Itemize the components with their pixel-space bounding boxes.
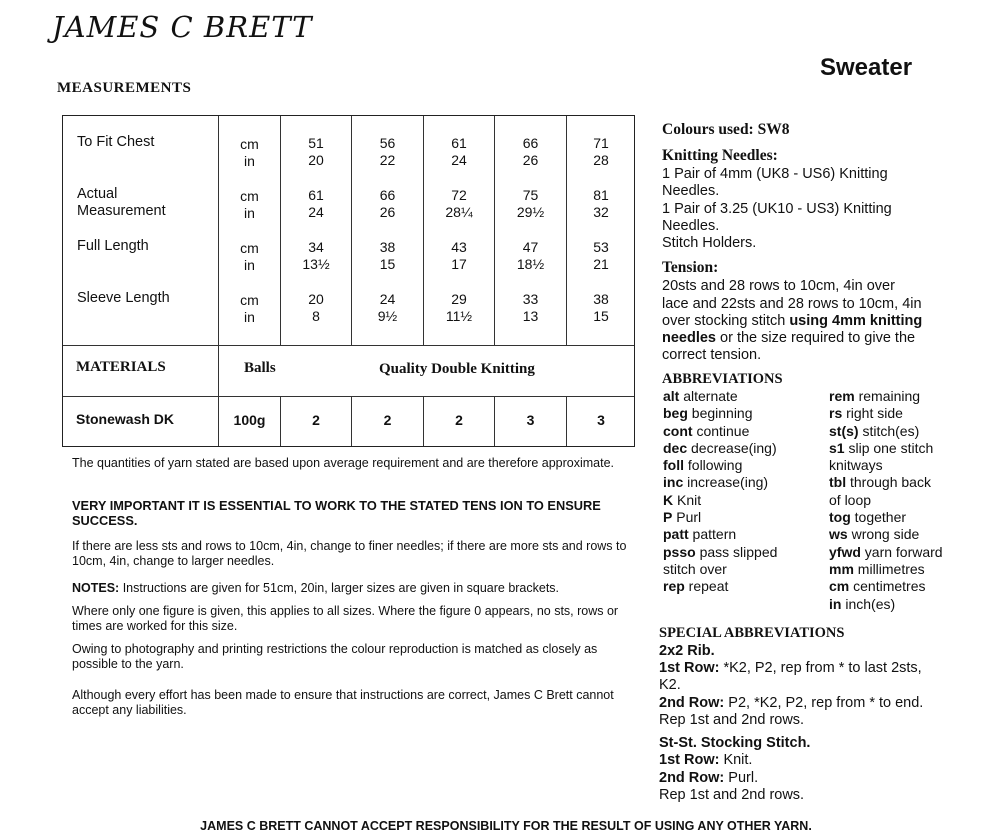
needles-line: 1 Pair of 3.25 (UK10 - US3) Knitting — [662, 201, 892, 217]
value-cell: 11½ — [445, 308, 473, 324]
value-cell: 15 — [379, 256, 396, 272]
value-cell: 26 — [379, 204, 396, 220]
abbrev-item: ws wrong side — [829, 526, 920, 543]
yarn-name: Stonewash DK — [76, 411, 175, 427]
abbrev-item: of loop — [829, 491, 872, 508]
yarn-weight: 100g — [233, 412, 266, 428]
note-liability: Although every effort has been made to ensure that instructions are correct, James C Brett cannot accept any liabilities. — [72, 688, 614, 717]
tension-bold: using 4mm knitting — [789, 313, 923, 329]
abbrev-item: rep repeat — [663, 578, 729, 595]
value-cell: 51 — [308, 135, 324, 151]
stocking-stitch-heading: St-St. Stocking Stitch. — [659, 735, 811, 751]
rib-row1: 1st Row: *K2, P2, rep from * to last 2sts, — [659, 660, 922, 676]
tension-bold: needles — [662, 330, 716, 346]
rib-row1-cont: K2. — [659, 677, 681, 693]
value-cell: 20 — [308, 291, 324, 307]
value-cell: 75 — [522, 187, 539, 203]
tension-heading: Tension: — [662, 259, 719, 276]
abbrev-item: K Knit — [663, 491, 702, 508]
value-cell: 61 — [308, 187, 324, 203]
abbrev-item: rs right side — [829, 405, 903, 422]
abbrev-item: foll following — [663, 457, 743, 474]
note-photography: Owing to photography and printing restrictions the colour reproduction is matched as closely as possible to the yarn. — [72, 642, 598, 671]
st-row2: 2nd Row: Purl. — [659, 770, 759, 786]
st-row1: 1st Row: Knit. — [659, 752, 753, 768]
value-cell: 34 — [308, 239, 324, 255]
tension-line: lace and 22sts and 28 rows to 10cm, 4in — [662, 296, 922, 312]
value-cell: 22 — [379, 152, 396, 168]
needles-heading: Knitting Needles: — [662, 147, 778, 164]
needles-line: 1 Pair of 4mm (UK8 - US6) Knitting — [662, 166, 888, 182]
abbrev-item: yfwd yarn forward — [829, 543, 943, 560]
abbrev-item: tog together — [829, 509, 907, 526]
abbrev-item: mm millimetres — [829, 560, 925, 577]
value-cell: 20 — [308, 152, 324, 168]
value-cell: 21 — [593, 256, 609, 272]
note-one-figure: Where only one figure is given, this applies to all sizes. Where the figure 0 appears, no sts, rows or times are worked for this size. — [72, 604, 619, 633]
value-cell: 17 — [451, 256, 467, 272]
value-cell: 13½ — [302, 256, 330, 272]
abbrev-item: inc increase(ing) — [663, 474, 769, 491]
abbrev-item: st(s) stitch(es) — [829, 422, 920, 439]
st-repeat: Rep 1st and 2nd rows. — [659, 787, 805, 803]
needles-line: Needles. — [662, 183, 720, 199]
value-cell: 8 — [312, 308, 320, 324]
materials-label: MATERIALS — [76, 359, 166, 375]
value-cell: 24 — [451, 152, 467, 168]
unit-cm: cm — [240, 188, 259, 204]
abbrev-item: stitch over — [663, 560, 727, 577]
unit-in: in — [244, 153, 255, 169]
needles-line: Needles. — [662, 218, 720, 234]
unit-in: in — [244, 309, 255, 325]
row-label-chest: To Fit Chest — [77, 134, 155, 150]
rib-row2: 2nd Row: P2, *K2, P2, rep from * to end. — [659, 695, 924, 711]
tension-line — [662, 313, 922, 330]
value-cell: 33 — [522, 291, 539, 307]
abbrev-item: tbl through back — [829, 474, 931, 491]
abbreviations-list-right — [829, 388, 943, 613]
abbrev-item: alt alternate — [663, 388, 738, 404]
abbrev-item: beg beginning — [663, 405, 753, 422]
unit-in: in — [244, 257, 255, 273]
value-cell: 13 — [522, 308, 539, 324]
value-cell: 66 — [379, 187, 396, 203]
unit-cm: cm — [240, 292, 259, 308]
abbrev-item: s1 slip one stitch — [829, 439, 934, 456]
abbrev-item: P Purl — [663, 509, 702, 526]
value-cell: 28 — [593, 152, 609, 168]
unit-cm: cm — [240, 240, 259, 256]
yarn-balls-cell: 2 — [455, 412, 463, 428]
abbrev-item: dec decrease(ing) — [663, 439, 777, 456]
value-cell: 61 — [451, 135, 467, 151]
abbrev-item: patt pattern — [663, 526, 737, 543]
value-cell: 18½ — [516, 256, 545, 272]
value-cell: 9½ — [377, 308, 398, 324]
rib-repeat: Rep 1st and 2nd rows. — [659, 712, 805, 728]
yarn-balls-cell: 3 — [526, 412, 535, 428]
footer-disclaimer: JAMES C BRETT CANNOT ACCEPT RESPONSIBILITY FOR THE RESULT OF USING ANY OTHER YARN. — [200, 819, 812, 833]
value-cell: 38 — [593, 291, 609, 307]
value-cell: 24 — [308, 204, 324, 220]
note-important: VERY IMPORTANT IT IS ESSENTIAL TO WORK TO THE STATED TENS ION TO ENSURE SUCCESS. — [72, 498, 601, 528]
tension-text: or the size required to give the — [716, 330, 916, 346]
tension-text: over stocking stitch — [662, 313, 790, 329]
quality-label: Quality Double Knitting — [379, 361, 535, 377]
yarn-balls-cell: 2 — [312, 412, 320, 428]
value-cell: 66 — [522, 135, 539, 151]
value-cell: 71 — [593, 135, 609, 151]
table-divider — [63, 345, 634, 346]
value-cell: 29½ — [516, 204, 545, 220]
abbrev-item: in inch(es) — [829, 595, 896, 612]
abbreviations-heading: ABBREVIATIONS — [662, 371, 783, 387]
needles-line: Stitch Holders. — [662, 235, 757, 251]
measurements-heading: MEASUREMENTS — [57, 80, 192, 96]
balls-label: Balls — [244, 360, 276, 376]
measurements-table — [62, 115, 635, 447]
unit-cm: cm — [240, 136, 259, 152]
tension-line: 20sts and 28 rows to 10cm, 4in over — [662, 278, 895, 294]
value-cell: 53 — [593, 239, 609, 255]
table-divider — [63, 396, 634, 397]
value-cell: 26 — [522, 152, 539, 168]
row-label-length: Full Length — [77, 238, 149, 254]
value-cell: 47 — [522, 239, 539, 255]
value-cell: 24 — [379, 291, 396, 307]
yarn-balls-cell: 3 — [597, 412, 605, 428]
special-abbreviations-heading: SPECIAL ABBREVIATIONS — [659, 625, 845, 641]
page-title: Sweater — [820, 54, 913, 81]
colours-used: Colours used: SW8 — [662, 121, 790, 138]
row-label-actual: Actual Measurement — [77, 186, 166, 219]
brand-logo: JAMES C BRETT — [52, 10, 313, 44]
yarn-balls-cell: 2 — [383, 412, 392, 428]
value-cell: 38 — [379, 239, 396, 255]
abbreviations-list-left — [663, 388, 777, 596]
value-cell: 29 — [451, 291, 467, 307]
value-cell: 43 — [451, 239, 467, 255]
value-cell: 32 — [593, 204, 609, 220]
tension-line — [662, 330, 915, 347]
notes-label: NOTES: — [72, 581, 120, 595]
notes-text: Instructions are given for 51cm, 20in, larger sizes are given in square brackets. — [119, 581, 560, 595]
unit-in: in — [244, 205, 255, 221]
abbrev-item: cm centimetres — [829, 578, 926, 595]
abbrev-item: rem remaining — [829, 388, 921, 404]
note-instructions — [72, 581, 632, 596]
tension-line: correct tension. — [662, 347, 762, 363]
abbrev-item: psso pass slipped — [663, 543, 778, 560]
row-label-sleeve: Sleeve Length — [77, 290, 170, 306]
value-cell: 28¼ — [445, 204, 473, 220]
value-cell: 81 — [593, 187, 609, 203]
rib-heading: 2x2 Rib. — [659, 643, 715, 659]
value-cell: 56 — [379, 135, 396, 151]
note-quantities: The quantities of yarn stated are based upon average requirement and are therefore approximate. — [72, 456, 615, 470]
value-cell: 15 — [593, 308, 609, 324]
abbrev-item: knitways — [829, 457, 883, 474]
abbrev-item: cont continue — [663, 422, 750, 439]
note-needles-change: If there are less sts and rows to 10cm, 4in, change to finer needles; if there are more sts and rows to 10cm, 4in, change to larger needles. — [72, 539, 627, 568]
value-cell: 72 — [451, 187, 467, 203]
